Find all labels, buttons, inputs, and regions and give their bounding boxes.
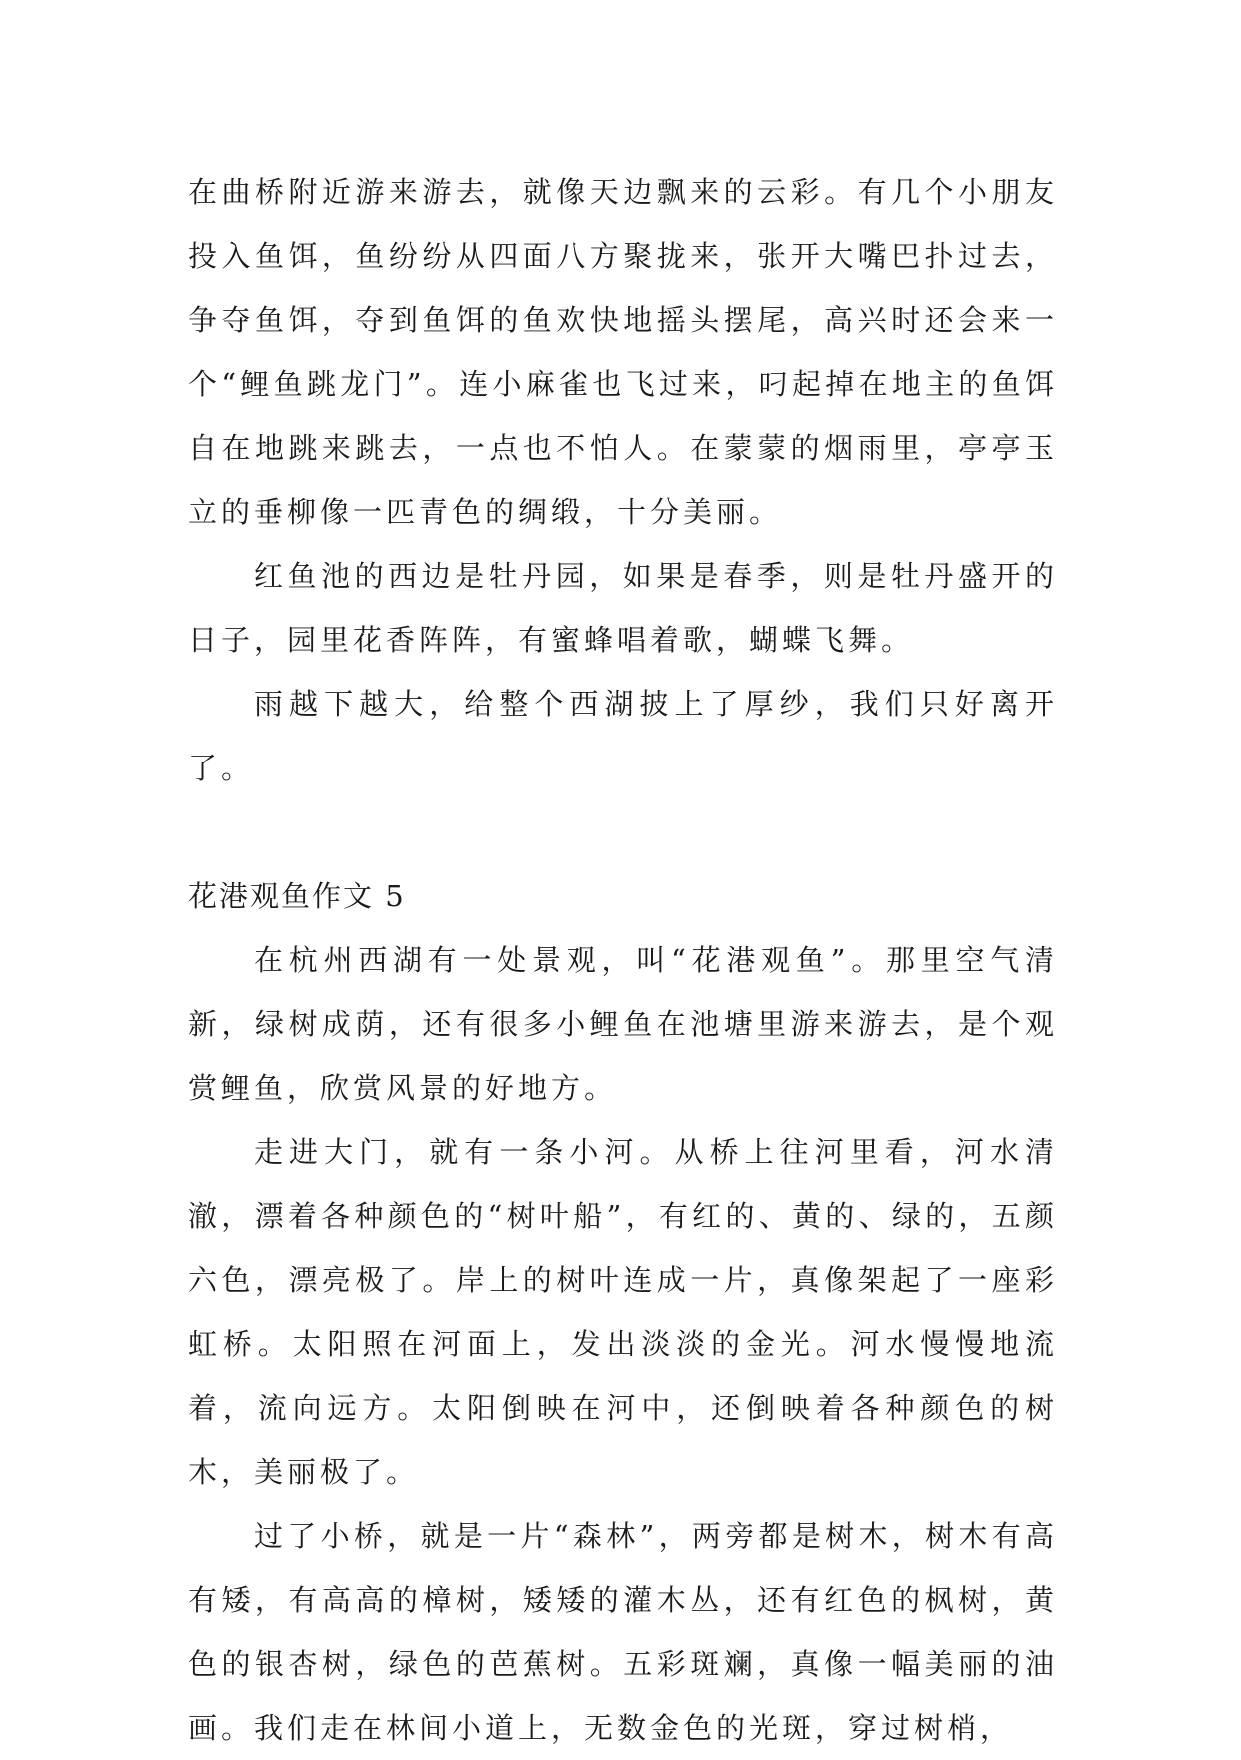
paragraph-continuation: 在曲桥附近游来游去，就像天边飘来的云彩。有几个小朋友投入鱼饵，鱼纷纷从四面八方聚拢来，张开大嘴巴扑过去，争夺鱼饵，夺到鱼饵的鱼欢快地摇头摆尾，高兴时还会来一个“鲤鱼跳龙门”。连小麻雀也飞过来，叼起掉在地主的鱼饵自在地跳来跳去，一点也不怕人。在蒙蒙的烟雨里，亭亭玉立的垂柳像一匹青色的绸缎，十分美丽。 — [188, 175, 1058, 529]
paragraph-forest: 过了小桥，就是一片“森林”，两旁都是树木，树木有高有矮，有高高的樟树，矮矮的灌木丛，还有红色的枫树，黄色的银杏树，绿色的芭蕉树。五彩斑斓，真像一幅美丽的油画。我们走在林间小道上，无数金色的光斑，穿过树梢， — [188, 1519, 1058, 1745]
paragraph-river: 走进大门，就有一条小河。从桥上往河里看，河水清澈，漂着各种颜色的“树叶船”，有红的、黄的、绿的，五颜六色，漂亮极了。岸上的树叶连成一片，真像架起了一座彩虹桥。太阳照在河面上，发出淡淡的金光。河水慢慢地流着，流向远方。太阳倒映在河中，还倒映着各种颜色的树木，美丽极了。 — [188, 1135, 1058, 1489]
essay-heading: 花港观鱼作文 5 — [188, 879, 406, 913]
paragraph-intro: 在杭州西湖有一处景观，叫“花港观鱼”。那里空气清新，绿树成荫，还有很多小鲤鱼在池塘里游来游去，是个观赏鲤鱼，欣赏风景的好地方。 — [188, 943, 1058, 1105]
document-body — [188, 160, 1058, 1760]
paragraph-peony-garden: 红鱼池的西边是牡丹园，如果是春季，则是牡丹盛开的日子，园里花香阵阵，有蜜蜂唱着歌，蝴蝶飞舞。 — [188, 559, 1058, 657]
paragraph-rain-leaving: 雨越下越大，给整个西湖披上了厚纱，我们只好离开了。 — [188, 687, 1058, 785]
